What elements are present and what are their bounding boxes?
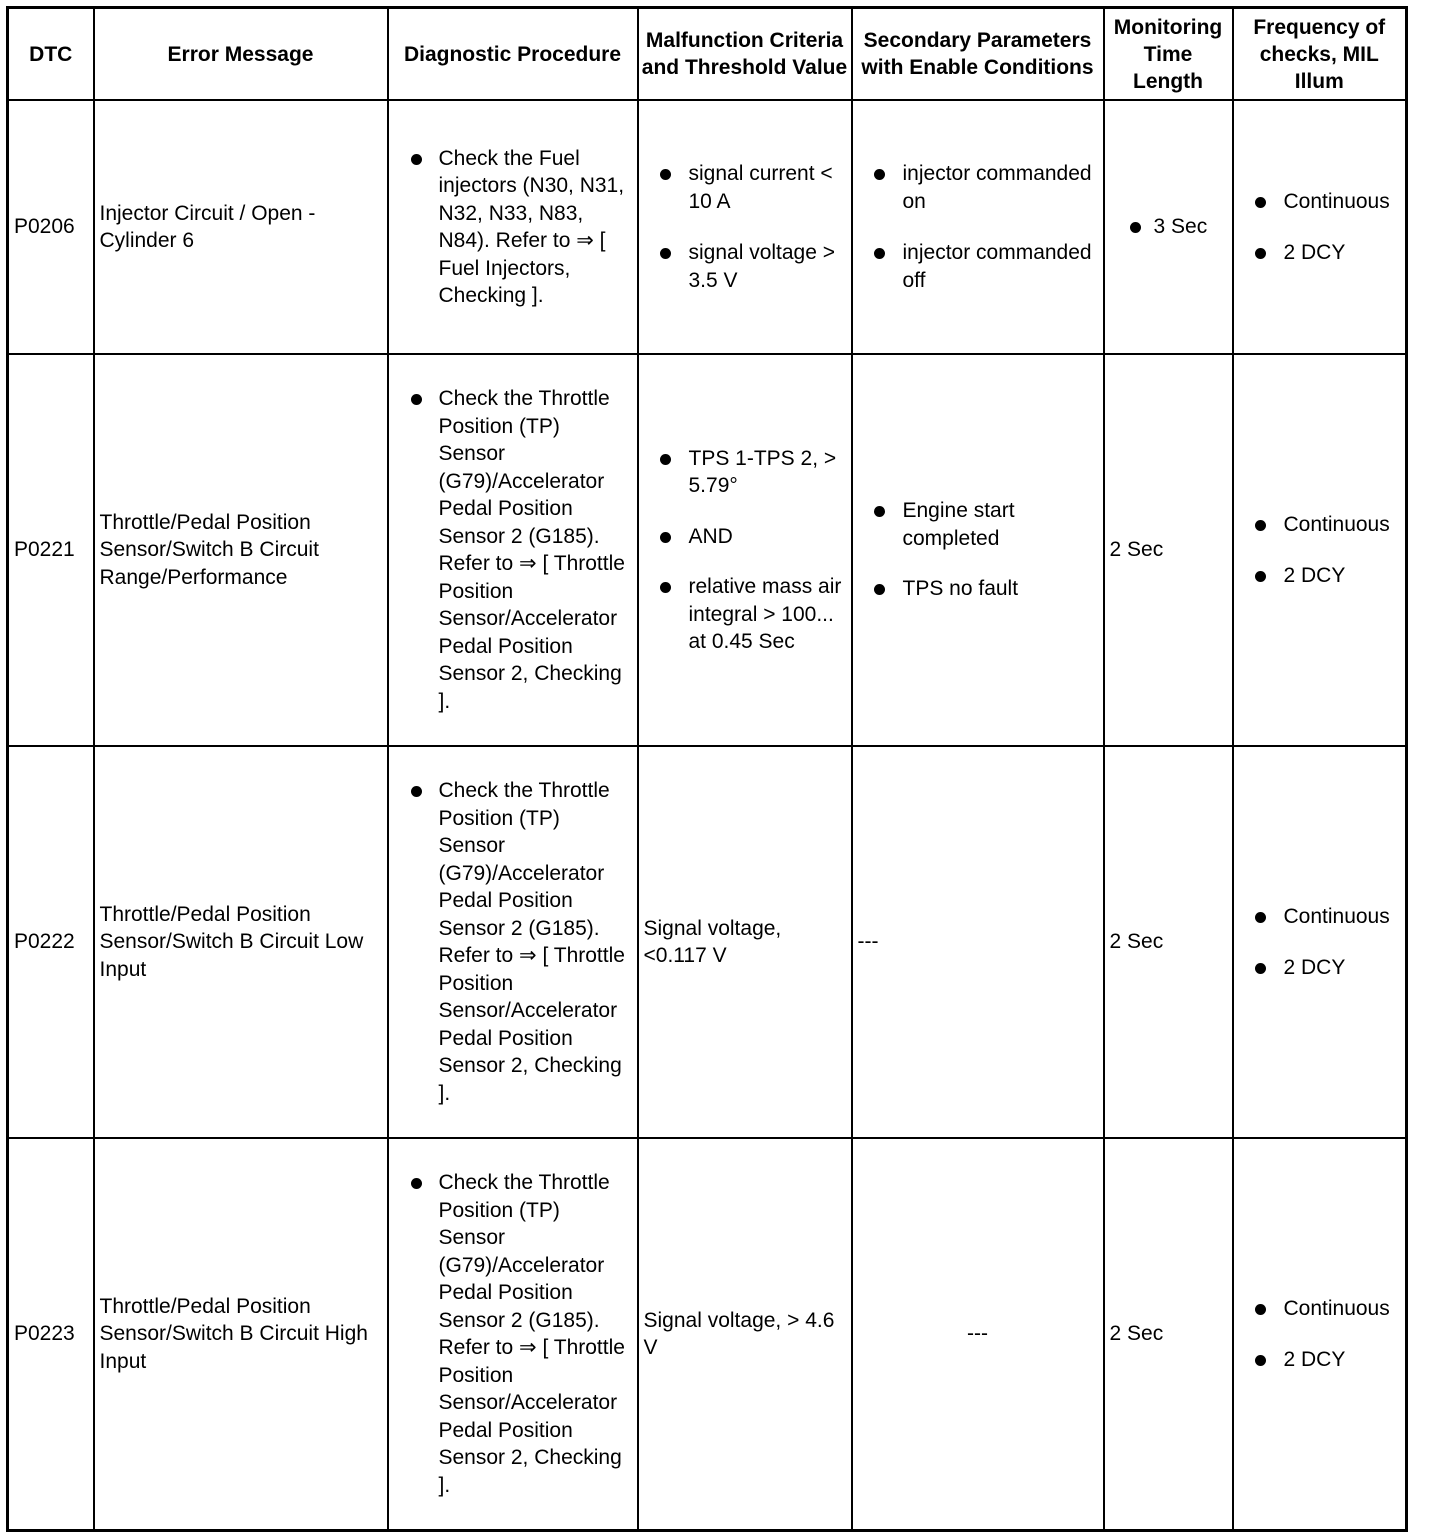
dtc-table-container [6, 6, 1405, 1532]
secondary-item: injector commanded on [858, 160, 1098, 215]
dtc-code: P0221 [8, 354, 94, 746]
header-dtc: DTC [8, 8, 94, 101]
header-monitoring-time: Monitoring Time Length [1104, 8, 1233, 101]
header-malfunction-criteria: Malfunction Criteria and Threshold Value [638, 8, 852, 101]
secondary-parameters [852, 354, 1104, 746]
table-row [8, 354, 1407, 746]
secondary-parameters: --- [852, 1138, 1104, 1531]
monitoring-time: 2 Sec [1104, 1138, 1233, 1531]
malfunction-item: AND [644, 523, 846, 551]
frequency-item: Continuous [1239, 188, 1401, 216]
dtc-table [6, 6, 1408, 1532]
frequency [1233, 746, 1407, 1138]
frequency-list [1239, 1295, 1401, 1374]
procedure-list [394, 777, 632, 1107]
procedure-list [394, 145, 632, 310]
frequency-list [1239, 903, 1401, 982]
secondary-list [858, 497, 1098, 603]
malfunction-item: signal current < 10 A [644, 160, 846, 215]
frequency-item: 2 DCY [1239, 954, 1401, 982]
procedure-item: Check the Throttle Position (TP) Sensor (G79)/Accelerator Pedal Position Sensor 2 (G185). Refer to ⇒ [ Throttle Position Sensor/Accelerator Pedal Position Sensor 2, Checking ]. [394, 777, 632, 1107]
table-row [8, 100, 1407, 354]
monitoring-time: 2 Sec [1104, 746, 1233, 1138]
malfunction-criteria: Signal voltage, > 4.6 V [638, 1138, 852, 1531]
secondary-item: TPS no fault [858, 575, 1098, 603]
procedure-list [394, 385, 632, 715]
frequency-item: 2 DCY [1239, 1346, 1401, 1374]
monitoring-item: 3 Sec [1110, 213, 1227, 241]
procedure-item: Check the Throttle Position (TP) Sensor (G79)/Accelerator Pedal Position Sensor 2 (G185). Refer to ⇒ [ Throttle Position Sensor/Accelerator Pedal Position Sensor 2, Checking ]. [394, 385, 632, 715]
malfunction-criteria [638, 354, 852, 746]
dtc-code: P0223 [8, 1138, 94, 1531]
header-secondary-parameters: Secondary Parameters with Enable Conditions [852, 8, 1104, 101]
diagnostic-procedure [388, 354, 638, 746]
diagnostic-procedure [388, 746, 638, 1138]
frequency [1233, 354, 1407, 746]
procedure-item: Check the Throttle Position (TP) Sensor (G79)/Accelerator Pedal Position Sensor 2 (G185). Refer to ⇒ [ Throttle Position Sensor/Accelerator Pedal Position Sensor 2, Checking ]. [394, 1169, 632, 1499]
malfunction-criteria: Signal voltage, <0.117 V [638, 746, 852, 1138]
header-diagnostic-procedure: Diagnostic Procedure [388, 8, 638, 101]
dtc-code: P0222 [8, 746, 94, 1138]
header-frequency: Frequency of checks, MIL Illum [1233, 8, 1407, 101]
secondary-item: Engine start completed [858, 497, 1098, 552]
table-header-row [8, 8, 1407, 101]
frequency-item: Continuous [1239, 1295, 1401, 1323]
error-message: Injector Circuit / Open - Cylinder 6 [94, 100, 388, 354]
malfunction-item: relative mass air integral > 100... at 0.45 Sec [644, 573, 846, 656]
frequency-item: Continuous [1239, 511, 1401, 539]
frequency-item: Continuous [1239, 903, 1401, 931]
table-row [8, 746, 1407, 1138]
frequency-list [1239, 188, 1401, 267]
dtc-code: P0206 [8, 100, 94, 354]
monitoring-list [1110, 213, 1227, 241]
malfunction-list [644, 445, 846, 656]
frequency [1233, 100, 1407, 354]
error-message: Throttle/Pedal Position Sensor/Switch B Circuit Range/Performance [94, 354, 388, 746]
header-error-message: Error Message [94, 8, 388, 101]
malfunction-item: signal voltage > 3.5 V [644, 239, 846, 294]
secondary-list [858, 160, 1098, 294]
malfunction-item: TPS 1-TPS 2, > 5.79° [644, 445, 846, 500]
diagnostic-procedure [388, 100, 638, 354]
secondary-item: injector commanded off [858, 239, 1098, 294]
error-message: Throttle/Pedal Position Sensor/Switch B Circuit Low Input [94, 746, 388, 1138]
secondary-parameters [852, 100, 1104, 354]
secondary-parameters: --- [852, 746, 1104, 1138]
frequency-item: 2 DCY [1239, 562, 1401, 590]
frequency-item: 2 DCY [1239, 239, 1401, 267]
monitoring-time [1104, 100, 1233, 354]
diagnostic-procedure [388, 1138, 638, 1531]
frequency-list [1239, 511, 1401, 590]
frequency [1233, 1138, 1407, 1531]
monitoring-time: 2 Sec [1104, 354, 1233, 746]
malfunction-criteria [638, 100, 852, 354]
procedure-list [394, 1169, 632, 1499]
error-message: Throttle/Pedal Position Sensor/Switch B Circuit High Input [94, 1138, 388, 1531]
malfunction-list [644, 160, 846, 294]
table-row [8, 1138, 1407, 1531]
procedure-item: Check the Fuel injectors (N30, N31, N32, N33, N83, N84). Refer to ⇒ [ Fuel Injectors, Checking ]. [394, 145, 632, 310]
